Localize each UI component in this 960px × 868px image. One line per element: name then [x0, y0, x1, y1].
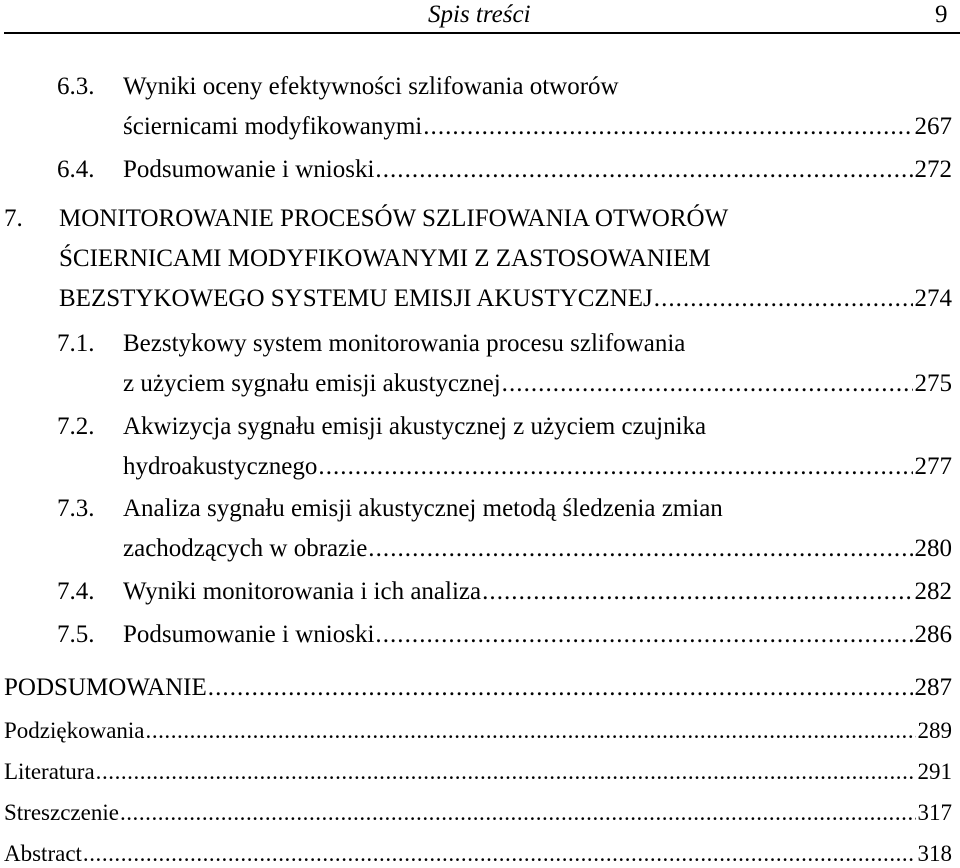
- toc-entry-page: 286: [914, 621, 952, 648]
- toc-entry-last-line: [123, 155, 952, 185]
- dot-leader: [145, 717, 916, 745]
- dot-leader: [367, 534, 912, 564]
- dot-leader: [82, 840, 916, 868]
- toc-entry-title-line: Podziękowania: [4, 718, 145, 743]
- toc-entry-number: 7.4.: [57, 578, 95, 605]
- toc-entry-last-line: [4, 758, 952, 786]
- toc-entry-streszczenie[interactable]: [4, 799, 952, 829]
- running-header: [0, 0, 960, 36]
- toc-entry-last-line: [4, 799, 952, 827]
- header-page-number: 9: [935, 1, 948, 28]
- toc-entry-7-4[interactable]: [57, 577, 952, 611]
- toc-entry-title-line: Analiza sygnału emisji akustycznej metodą śledzenia zmian: [123, 495, 723, 522]
- toc-entry-title-line: zachodzących w obrazie: [123, 535, 368, 562]
- toc-entry-title-line: Abstract: [4, 841, 82, 866]
- dot-leader: [374, 620, 912, 650]
- toc-entry-last-line: [123, 620, 952, 650]
- toc-entry-7[interactable]: [4, 204, 952, 318]
- toc-entry-page: 274: [914, 285, 952, 312]
- toc-entry-page: 275: [914, 370, 952, 397]
- dot-leader: [481, 577, 912, 607]
- toc-entry-last-line: [123, 369, 952, 399]
- header-rule: [4, 32, 960, 34]
- dot-leader: [207, 673, 913, 703]
- toc-entry-podsumowanie[interactable]: [4, 673, 952, 707]
- toc-entry-last-line: [123, 577, 952, 607]
- toc-entry-literatura[interactable]: [4, 758, 952, 788]
- toc-entry-last-line: [4, 717, 952, 745]
- toc-entry-number: 6.4.: [57, 156, 95, 183]
- toc-entry-title-line: Bezstykowy system monitorowania procesu szlifowania: [123, 330, 686, 357]
- toc-entry-title-line: Wyniki oceny efektywności szlifowania otworów: [123, 73, 619, 100]
- toc-entry-last-line: [123, 534, 952, 564]
- toc-entry-last-line: [123, 112, 952, 142]
- dot-leader: [501, 369, 913, 399]
- toc-entry-abstract[interactable]: [4, 840, 952, 868]
- toc-entry-7-5[interactable]: [57, 620, 952, 654]
- toc-entry-last-line: [123, 452, 952, 482]
- toc-entry-title-line: Wyniki monitorowania i ich analiza: [123, 578, 482, 605]
- toc-entry-page: 318: [917, 841, 952, 866]
- toc-entry-6-4[interactable]: [57, 155, 952, 189]
- dot-leader: [374, 155, 912, 185]
- toc-entry-number: 6.3.: [57, 73, 95, 100]
- toc-entry-page: 317: [917, 800, 952, 825]
- toc-entry-title-line: hydroakustycznego: [123, 453, 318, 480]
- toc-entry-page: 291: [917, 759, 952, 784]
- toc-entry-number: 7.3.: [57, 495, 95, 522]
- toc-entry-page: 267: [914, 113, 952, 140]
- toc-entry-title-line: Streszczenie: [4, 800, 119, 825]
- toc-entry-7-3[interactable]: [57, 494, 952, 568]
- toc-entry-page: 282: [914, 578, 952, 605]
- toc-entry-6-3[interactable]: [57, 72, 952, 146]
- toc-entry-title-line: MONITOROWANIE PROCESÓW SZLIFOWANIA OTWORÓW: [59, 205, 729, 232]
- toc-entry-page: 277: [914, 453, 952, 480]
- toc-entry-title-line: Podsumowanie i wnioski: [123, 156, 375, 183]
- dot-leader: [653, 284, 913, 314]
- toc-entry-title-line: PODSUMOWANIE: [4, 674, 207, 701]
- toc-entry-page: 280: [914, 535, 952, 562]
- toc-entry-title-line: z użyciem sygnału emisji akustycznej: [123, 370, 501, 397]
- toc-entry-last-line: [59, 284, 952, 314]
- toc-entry-title-line: Akwizycja sygnału emisji akustycznej z użyciem czujnika: [123, 413, 707, 440]
- toc-entry-number: 7.5.: [57, 621, 95, 648]
- toc-entry-title-line: ściernicami modyfikowanymi: [123, 113, 423, 140]
- toc-entry-page: 289: [917, 718, 952, 743]
- toc-entry-title-line: BEZSTYKOWEGO SYSTEMU EMISJI AKUSTYCZNEJ: [59, 285, 653, 312]
- toc-entry-title-line: Podsumowanie i wnioski: [123, 621, 375, 648]
- toc-entry-page: 287: [914, 674, 952, 701]
- toc-entry-number: 7.2.: [57, 413, 95, 440]
- toc-entry-7-2[interactable]: [57, 412, 952, 486]
- toc-entry-number: 7.: [4, 205, 23, 232]
- header-title: Spis treści: [428, 1, 531, 28]
- toc-entry-podziekowania[interactable]: [4, 717, 952, 747]
- toc-entry-last-line: [4, 673, 952, 703]
- toc-entry-title-line: Literatura: [4, 759, 95, 784]
- dot-leader: [317, 452, 912, 482]
- toc-entry-title-line: ŚCIERNICAMI MODYFIKOWANYMI Z ZASTOSOWANIEM: [59, 245, 711, 272]
- dot-leader: [422, 112, 912, 142]
- toc-entry-page: 272: [914, 156, 952, 183]
- dot-leader: [119, 799, 916, 827]
- toc-entry-7-1[interactable]: [57, 329, 952, 403]
- toc-entry-last-line: [4, 840, 952, 868]
- dot-leader: [95, 758, 916, 786]
- toc-entry-number: 7.1.: [57, 330, 95, 357]
